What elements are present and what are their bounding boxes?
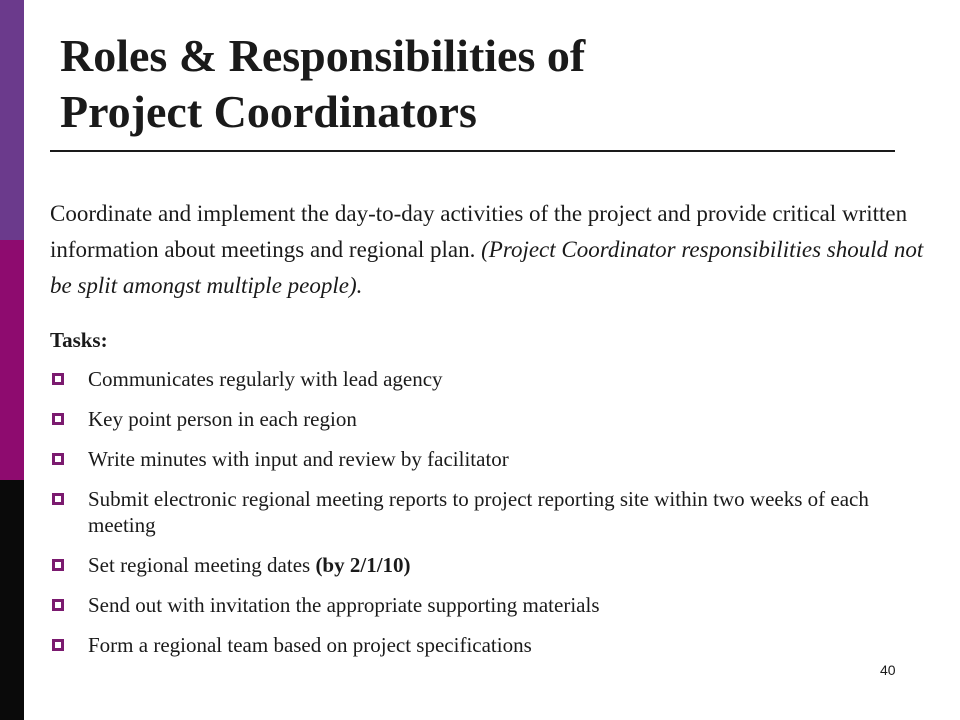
task-text: Submit electronic regional meeting reports to project reporting site within two weeks of each meeting xyxy=(88,487,869,537)
square-bullet-icon xyxy=(52,453,64,465)
task-text: Send out with invitation the appropriate supporting materials xyxy=(88,593,600,617)
title-underline xyxy=(50,150,895,152)
intro-note: (Project Coordinator responsibilities should not be split amongst multiple people). xyxy=(50,237,924,298)
sidebar-accent-bar xyxy=(0,0,24,720)
square-bullet-icon xyxy=(52,559,64,571)
task-list xyxy=(50,366,930,672)
task-item xyxy=(50,632,930,658)
page-number: 40 xyxy=(880,662,896,678)
slide-title-line-2: Project Coordinators xyxy=(60,86,477,137)
square-bullet-icon xyxy=(52,373,64,385)
square-bullet-icon xyxy=(52,413,64,425)
task-text: Write minutes with input and review by facilitator xyxy=(88,447,509,471)
task-item xyxy=(50,552,930,578)
task-deadline: (by 2/1/10) xyxy=(315,553,411,577)
task-item xyxy=(50,592,930,618)
sidebar-segment-middle xyxy=(0,240,24,480)
square-bullet-icon xyxy=(52,639,64,651)
intro-text: Coordinate and implement the day-to-day activities of the project and provide critical written information about meetings and regional plan. xyxy=(50,201,908,262)
task-item xyxy=(50,366,930,392)
task-text: Communicates regularly with lead agency xyxy=(88,367,443,391)
sidebar-segment-top xyxy=(0,0,24,240)
intro-paragraph xyxy=(50,196,930,304)
task-text: Key point person in each region xyxy=(88,407,357,431)
slide-title-line-1: Roles & Responsibilities of xyxy=(60,30,586,81)
task-item xyxy=(50,406,930,432)
task-item xyxy=(50,446,930,472)
square-bullet-icon xyxy=(52,599,64,611)
sidebar-segment-bottom xyxy=(0,480,24,720)
tasks-heading: Tasks: xyxy=(50,328,108,352)
square-bullet-icon xyxy=(52,493,64,505)
task-item xyxy=(50,486,930,538)
task-text: Form a regional team based on project specifications xyxy=(88,633,532,657)
task-text: Set regional meeting dates xyxy=(88,553,316,577)
slide-title xyxy=(60,28,900,140)
